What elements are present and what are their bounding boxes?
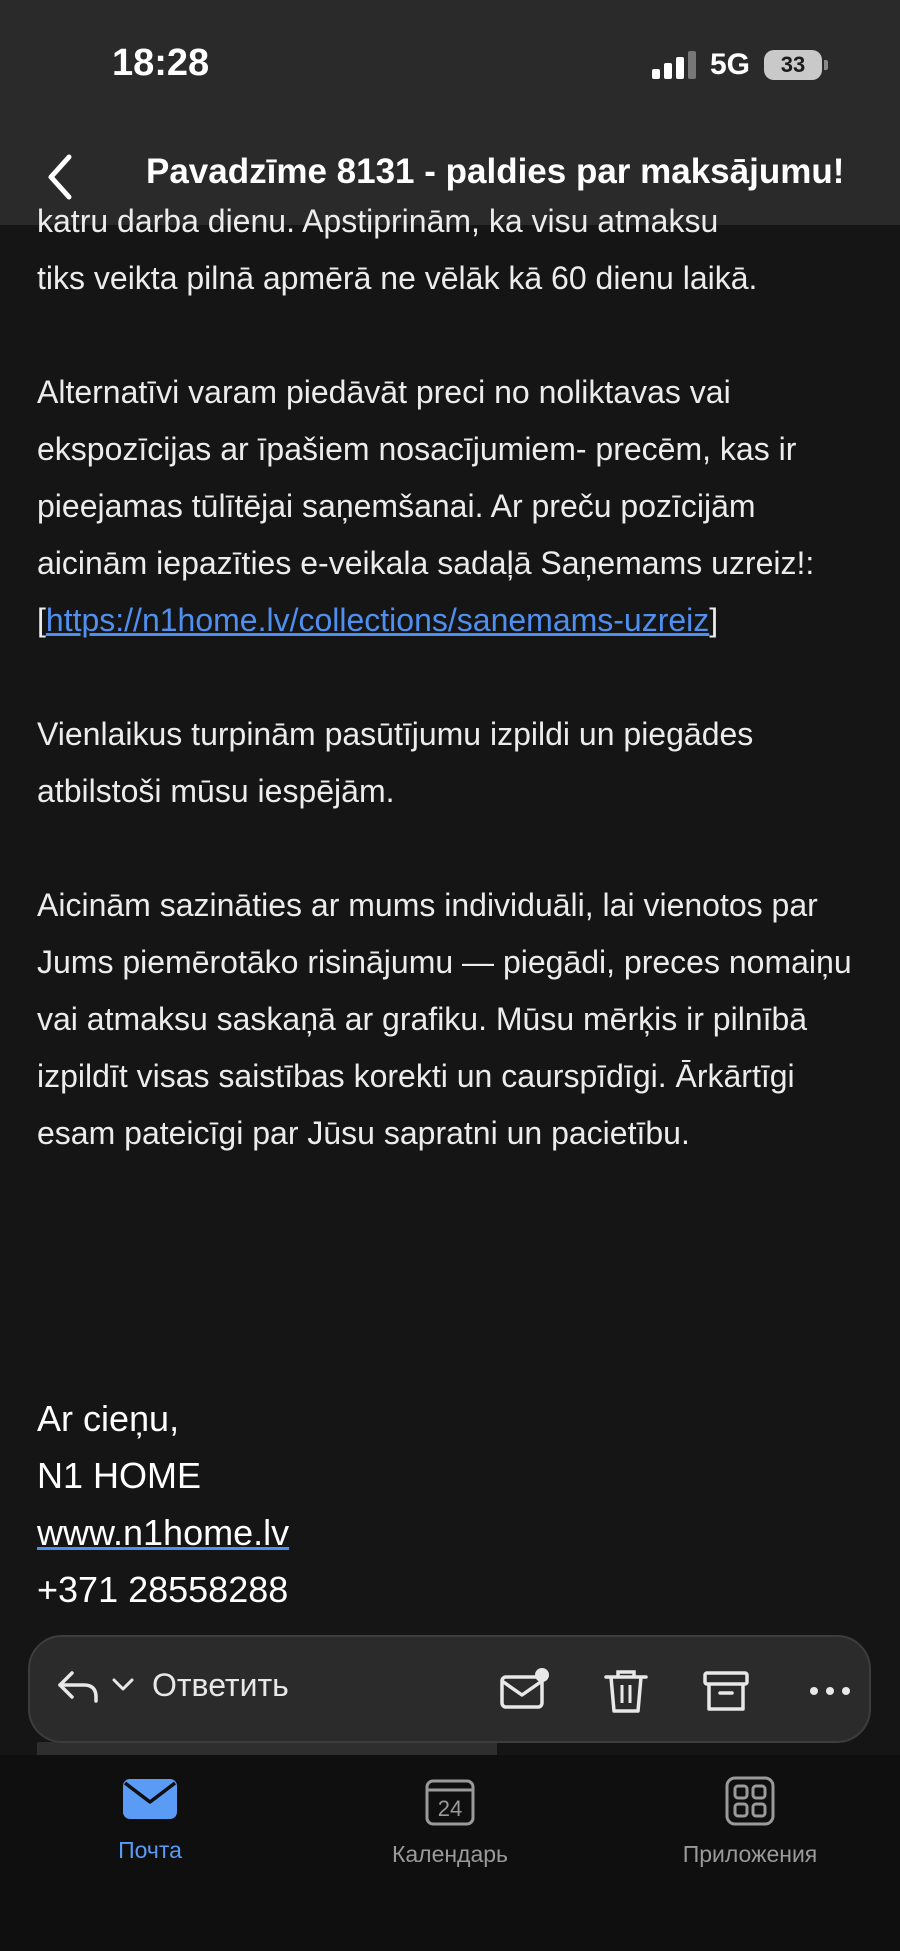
reply-icon — [54, 1661, 102, 1709]
reply-button[interactable] — [54, 1661, 289, 1709]
signal-icon — [652, 51, 696, 79]
delete-button[interactable] — [598, 1663, 654, 1719]
archive-icon — [698, 1663, 754, 1719]
mail-icon — [121, 1775, 179, 1823]
signature-website-link[interactable]: www.n1home.lv — [37, 1512, 290, 1553]
tab-apps[interactable] — [650, 1775, 850, 1868]
bracket-close: ] — [709, 602, 719, 638]
tab-apps-label: Приложения — [682, 1841, 818, 1867]
signature-phone[interactable]: +371 28558288 — [37, 1569, 289, 1610]
calendar-icon — [424, 1775, 476, 1827]
status-time: 18:28 — [112, 42, 210, 84]
battery-icon: 33 — [764, 50, 822, 80]
trash-icon — [598, 1663, 654, 1719]
tab-mail[interactable] — [50, 1775, 250, 1864]
message-action-bar — [28, 1635, 871, 1743]
email-body[interactable] — [0, 203, 900, 1755]
partial-line: katru darba dienu. Apstiprinām, ka visu atmaksu — [37, 203, 719, 239]
paragraph-4: Aicinām sazināties ar mums individuāli, lai vienotos par Jums piemērotāko risinājumu — piegādi, preces nomaiņu vai atmaksu saskaņā ar grafiku. Mūsu mērķis ir pilnībā izpildīt visas saistības korekti un caurspīdīgi. Ārkārtīgi esam pateicīgi par Jūsu sapratni un pacietību. — [37, 887, 852, 1151]
more-icon — [802, 1663, 858, 1719]
reply-label: Ответить — [152, 1666, 289, 1703]
signature — [37, 1390, 289, 1618]
archive-button[interactable] — [698, 1663, 754, 1719]
paragraph-2-text: Alternatīvi varam piedāvāt preci no noliktavas vai ekspozīcijas ar īpašiem nosacījumiem- precēm, kas ir pieejamas tūlītējai saņemšanai. Ar preču pozīcijām aicinām iepazīties e-veikala sadaļā Saņemams uzreiz!: — [37, 374, 815, 581]
signature-company: N1 HOME — [37, 1455, 202, 1496]
paragraph-2 — [37, 364, 867, 649]
status-indicators — [652, 48, 822, 82]
paragraph-1: tiks veikta pilnā apmērā ne vēlāk kā 60 dienu laikā. — [37, 260, 758, 296]
signature-greeting: Ar cieņu, — [37, 1398, 180, 1439]
email-text — [37, 250, 867, 1219]
email-subject: Pavadzīme 8131 - paldies par maksājumu! — [146, 152, 845, 191]
chevron-down-icon[interactable] — [108, 1670, 138, 1700]
tab-mail-label: Почта — [118, 1837, 182, 1863]
network-label: 5G — [709, 48, 750, 81]
paragraph-3: Vienlaikus turpinām pasūtījumu izpildi un piegādes atbilstoši mūsu iespējām. — [37, 716, 754, 809]
status-bar — [0, 0, 900, 130]
calendar-day: 24 — [437, 1796, 463, 1821]
tab-bar — [0, 1755, 900, 1951]
mail-unread-icon — [496, 1663, 552, 1719]
apps-grid-icon — [724, 1775, 776, 1827]
tab-calendar-label: Календарь — [391, 1841, 509, 1867]
mark-unread-button[interactable] — [496, 1663, 552, 1719]
more-button[interactable] — [802, 1663, 858, 1719]
tab-calendar[interactable] — [350, 1775, 550, 1868]
bracket-open: [ — [37, 602, 46, 638]
sanemams-uzreiz-link[interactable]: https://n1home.lv/collections/sanemams-uzreiz — [45, 602, 710, 638]
